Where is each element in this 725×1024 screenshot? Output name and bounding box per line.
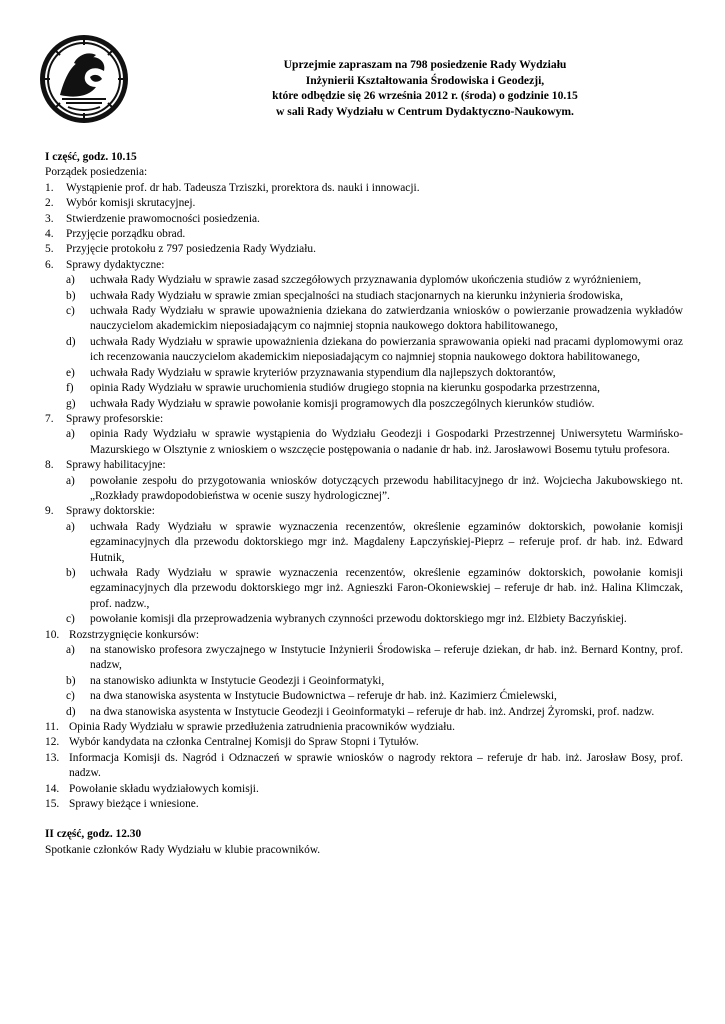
agenda-item-number: 6.: [45, 258, 54, 271]
agenda-subitem-letter: a): [66, 274, 75, 287]
agenda-item-text: Sprawy bieżące i wniesione.: [69, 798, 199, 811]
header-line: które odbędzie się 26 września 2012 r. (środa) o godzinie 10.15: [272, 89, 578, 102]
agenda-item-number: 14.: [45, 782, 60, 795]
part-2-title: II część, godz. 12.30: [45, 828, 142, 841]
agenda-item-text: Sprawy habilitacyjne:: [66, 459, 166, 472]
agenda-subitem-letter: e): [66, 366, 75, 379]
agenda-subitem-text: na stanowisko profesora zwyczajnego w Instytucie Inżynierii Środowiska – referuje dziekan, dr hab. inż. Bernard Kontny, prof. nadzw,: [90, 644, 683, 672]
agenda-subitem-text: uchwała Rady Wydziału w sprawie zasad szczegółowych przyznawania dyplomów ukończenia studiów z wyróżnieniem,: [90, 274, 642, 287]
agenda-item: [45, 458, 683, 473]
agenda-item-text: Przyjęcie porządku obrad.: [66, 228, 186, 241]
agenda-subitem-text: powołanie zespołu do przygotowania wniosków dotyczących przewodu habilitacyjnego dr inż. Wojciecha Jakubowskiego nt. „Rozkłady prawdopodobieństwa w ocenie suszy hydrologicznej”.: [90, 474, 683, 502]
agenda-subitem: [66, 674, 683, 689]
agenda-item-text: Rozstrzygnięcie konkursów:: [69, 628, 200, 641]
agenda-subitem-letter: a): [66, 520, 75, 533]
agenda-item-text: Sprawy doktorskie:: [66, 505, 155, 518]
agenda-subitem-text: na stanowisko adiunkta w Instytucie Geodezji i Geoinformatyki,: [90, 674, 385, 687]
agenda-subitem-text: na dwa stanowiska asystenta w Instytucie Geodezji i Geoinformatyki – referuje dr hab. inż. Andrzej Żyromski, prof. nadzw.: [90, 705, 655, 718]
faculty-logo-seal: [38, 33, 130, 125]
agenda-item-number: 12.: [45, 736, 60, 749]
agenda-item-number: 13.: [45, 751, 60, 764]
agenda-item-text: Powołanie składu wydziałowych komisji.: [69, 782, 259, 795]
agenda-label: Porządek posiedzenia:: [45, 166, 148, 179]
agenda-subitem-text: uchwała Rady Wydziału w sprawie upoważnienia dziekana do zatwierdzania wniosków o powierzanie prowadzenia wykładów nauczycielom akademickim nieposiadającym co najmniej stopnia naukowego doktora habilitowanego,: [90, 305, 683, 333]
agenda-item: [45, 181, 683, 196]
agenda-subitem-text: opinia Rady Wydziału w sprawie wystąpienia do Wydziału Geodezji i Gospodarki Przestrzennej Uniwersytetu Warmińsko-Mazurskiego w Olsztynie z wnioskiem o wszczęcie postępowania o nadanie dr hab. inż. Jarosławowi Bosemu tytułu profesora.: [90, 428, 683, 456]
agenda-item-text: Informacja Komisji ds. Nagród i Odznaczeń w sprawie wniosków o nagrody rektora – referuje dr hab. inż. Jarosław Bosy, prof. nadzw.: [69, 751, 683, 780]
agenda-subitem-text: uchwała Rady Wydziału w sprawie zmian specjalności na studiach stacjonarnych na kierunku inżynieria środowiska,: [90, 289, 624, 302]
agenda-list: [45, 181, 683, 813]
agenda-subitem-letter: a): [66, 474, 75, 487]
agenda-item-number: 8.: [45, 459, 54, 472]
agenda-subitem-text: powołanie komisji dla przeprowadzenia wybranych czynności przewodu doktorskiego mgr inż. Elżbiety Baczyńskiej.: [90, 613, 627, 626]
agenda-subitem: [66, 289, 683, 304]
agenda-subitem-letter: c): [66, 690, 75, 703]
header-line: w sali Rady Wydziału w Centrum Dydaktyczno-Naukowym.: [276, 104, 574, 118]
agenda-subitem-text: uchwała Rady Wydziału w sprawie upoważnienia dziekana do powierzania sprawowania opieki nad pracami dyplomowymi oraz ich recenzowania nauczycielom akademickim nieposiadającym co najmniej stopnia naukowego doktora habilitowanego,: [90, 335, 683, 364]
agenda-item-text: Sprawy dydaktyczne:: [66, 258, 165, 271]
agenda-item-number: 11.: [45, 721, 59, 734]
agenda-subitem-text: uchwała Rady Wydziału w sprawie kryteriów przyznawania stypendium dla najlepszych doktorantów,: [90, 366, 556, 379]
agenda-item-number: 15.: [45, 798, 60, 811]
agenda-item: [45, 720, 683, 735]
agenda-item-number: 5.: [45, 243, 54, 256]
agenda-subitem: [66, 643, 683, 674]
agenda-subitem: [66, 612, 683, 627]
agenda-subitem: [66, 566, 683, 612]
agenda-subitem: [66, 366, 683, 381]
agenda-item: [45, 782, 683, 797]
agenda-subitem-letter: g): [66, 397, 76, 410]
agenda-item: [45, 196, 683, 211]
agenda-subitem-text: uchwała Rady Wydziału w sprawie wyznaczenia recenzentów, określenie egzaminów doktorskich, powołanie komisji egzaminacyjnych dla przewodu doktorskiego mgr inż. Agnieszki Faron-Okoniewskiej – referuje dr hab. inż. Halina Klimczak, prof. nadzw.,: [90, 566, 683, 610]
agenda-item-text: Przyjęcie protokołu z 797 posiedzenia Rady Wydziału.: [66, 243, 316, 256]
agenda-item-number: 7.: [45, 412, 54, 425]
agenda-item: [45, 212, 683, 227]
agenda-subitem-letter: a): [66, 428, 75, 441]
agenda-subitem: [66, 705, 683, 720]
agenda-subitem-letter: d): [66, 335, 76, 348]
agenda-item: [45, 797, 683, 812]
agenda-subitem: [66, 273, 683, 288]
agenda-item: [45, 242, 683, 257]
agenda-subitem: [66, 427, 683, 458]
agenda-item-text: Wybór kandydata na członka Centralnej Komisji do Spraw Stopni i Tytułów.: [69, 736, 419, 749]
agenda-item-number: 3.: [45, 212, 54, 225]
agenda-item-number: 4.: [45, 228, 54, 241]
agenda-item: [45, 504, 683, 519]
agenda-item-text: Opinia Rady Wydziału w sprawie przedłużenia zatrudnienia pracowników wydziału.: [69, 721, 455, 734]
agenda-item-text: Stwierdzenie prawomocności posiedzenia.: [66, 212, 260, 225]
agenda-subitem-letter: a): [66, 644, 75, 656]
agenda-subitem-letter: c): [66, 613, 75, 626]
agenda-item-text: Sprawy profesorskie:: [66, 412, 164, 425]
agenda-item: [45, 412, 683, 427]
agenda-item: [45, 258, 683, 273]
agenda-subitem-text: uchwała Rady Wydziału w sprawie wyznaczenia recenzentów, określenie egzaminów doktorskich, powołanie komisji egzaminacyjnych dla przewodu doktorskiego mgr inż. Magdaleny Łapczyńskiej-Pieprz – referuje prof. dr hab. inż. Edward Hutnik,: [90, 520, 683, 564]
agenda-subitem-letter: b): [66, 674, 76, 687]
agenda-subitem-letter: c): [66, 305, 75, 318]
agenda-item-number: 2.: [45, 197, 54, 210]
header-line: Uprzejmie zapraszam na 798 posiedzenie Rady Wydziału: [283, 58, 567, 71]
meeting-invitation-header: [190, 57, 660, 119]
agenda-subitem-letter: b): [66, 566, 76, 579]
agenda-item: [45, 751, 683, 782]
agenda-subitem-text: na dwa stanowiska asystenta w Instytucie Budownictwa – referuje dr hab. inż. Kazimierz Ćmielewski,: [90, 690, 557, 703]
part-2-text: Spotkanie członków Rady Wydziału w klubie pracowników.: [45, 843, 321, 856]
agenda-item-text: Wystąpienie prof. dr hab. Tadeusza Trziszki, prorektora ds. nauki i innowacji.: [66, 181, 420, 194]
agenda-subitem: [66, 381, 683, 396]
agenda-item-number: 9.: [45, 505, 54, 518]
agenda-subitem: [66, 304, 683, 335]
header-line: Inżynierii Kształtowania Środowiska i Geodezji,: [305, 73, 545, 87]
agenda-subitem: [66, 520, 683, 566]
agenda-item: [45, 628, 683, 643]
agenda-subitem-letter: b): [66, 289, 76, 302]
agenda-subitem-text: opinia Rady Wydziału w sprawie uruchomienia studiów drugiego stopnia na kierunku gospodarka przestrzenna,: [90, 382, 600, 395]
agenda-item: [45, 227, 683, 242]
part-1-title: I część, godz. 10.15: [45, 151, 137, 163]
agenda-item-text: Wybór komisji skrutacyjnej.: [66, 197, 196, 210]
agenda-item: [45, 735, 683, 750]
agenda-subitem-letter: f): [66, 382, 74, 395]
agenda-item-number: 10.: [45, 628, 60, 641]
agenda-subitem: [66, 689, 683, 704]
agenda-subitem: [66, 474, 683, 505]
agenda-subitem-text: uchwała Rady Wydziału w sprawie powołanie komisji programowych dla poszczególnych kierunków studiów.: [90, 397, 595, 410]
agenda-subitem: [66, 397, 683, 412]
agenda-subitem-letter: d): [66, 705, 76, 718]
agenda-subitem: [66, 335, 683, 366]
document-body: [45, 150, 683, 858]
agenda-item-number: 1.: [45, 181, 54, 194]
